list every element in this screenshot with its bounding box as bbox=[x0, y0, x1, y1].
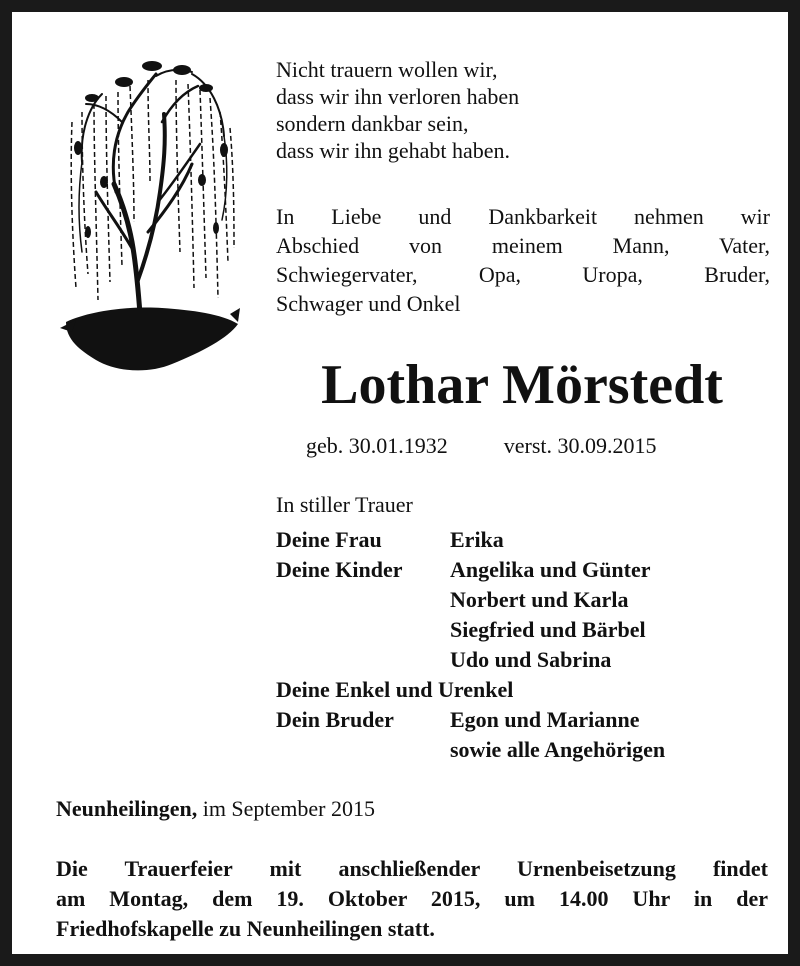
farewell-line: In Liebe und Dankbarkeit nehmen wir bbox=[276, 204, 770, 229]
mourner-relation bbox=[276, 735, 450, 765]
place-and-date bbox=[56, 796, 375, 822]
mourner-names: Erika bbox=[450, 527, 504, 552]
mourner-relation bbox=[276, 615, 450, 645]
mourner-names: Norbert und Karla bbox=[450, 587, 629, 612]
poem-line: Nicht trauern wollen wir, bbox=[276, 57, 498, 82]
mourner-relation: Deine Enkel und Urenkel bbox=[276, 677, 514, 702]
mourner-names: Udo und Sabrina bbox=[450, 647, 612, 672]
service-line: Die Trauerfeier mit anschließender Urnenbeisetzung findet bbox=[56, 856, 768, 881]
farewell-line: Schwiegervater, Opa, Uropa, Bruder, bbox=[276, 262, 770, 287]
farewell-line: Schwager und Onkel bbox=[276, 291, 461, 316]
notice-date: im September 2015 bbox=[202, 796, 376, 821]
mourner-row bbox=[276, 735, 665, 765]
mourner-row bbox=[276, 585, 665, 615]
mourner-relation: Dein Bruder bbox=[276, 707, 394, 732]
mourner-names: Egon und Marianne bbox=[450, 707, 640, 732]
mourning-heading: In stiller Trauer bbox=[276, 492, 413, 517]
weeping-willow-icon bbox=[52, 52, 242, 377]
farewell-line: Abschied von meinem Mann, Vater, bbox=[276, 233, 770, 258]
mourner-relation: Deine Kinder bbox=[276, 557, 403, 582]
birth-date: geb. 30.01.1932 bbox=[306, 433, 448, 458]
funeral-service-info bbox=[56, 854, 768, 944]
mourner-relation bbox=[276, 645, 450, 675]
mourner-relation bbox=[276, 585, 450, 615]
mourners-list bbox=[276, 525, 665, 765]
farewell-text bbox=[276, 202, 770, 318]
poem-line: sondern dankbar sein, bbox=[276, 111, 469, 136]
mourner-row bbox=[276, 675, 665, 705]
mourner-names: Angelika und Günter bbox=[450, 557, 651, 582]
mourner-row bbox=[276, 555, 665, 585]
mourner-relation: Deine Frau bbox=[276, 527, 382, 552]
mourner-row bbox=[276, 615, 665, 645]
poem-line: dass wir ihn gehabt haben. bbox=[276, 138, 510, 163]
mourner-names: sowie alle Angehörigen bbox=[450, 737, 666, 762]
deceased-name: Lothar Mörstedt bbox=[321, 354, 723, 416]
mourner-row bbox=[276, 525, 665, 555]
poem bbox=[276, 56, 770, 164]
service-line: Friedhofskapelle zu Neunheilingen statt. bbox=[56, 916, 435, 941]
mourner-names: Siegfried und Bärbel bbox=[450, 617, 646, 642]
mourner-row bbox=[276, 645, 665, 675]
mourner-row bbox=[276, 705, 665, 735]
service-line: am Montag, dem 19. Oktober 2015, um 14.00 Uhr in der bbox=[56, 886, 768, 911]
life-dates bbox=[306, 433, 657, 459]
death-date: verst. 30.09.2015 bbox=[503, 433, 657, 458]
town-name: Neunheilingen, bbox=[56, 796, 198, 821]
poem-line: dass wir ihn verloren haben bbox=[276, 84, 520, 109]
